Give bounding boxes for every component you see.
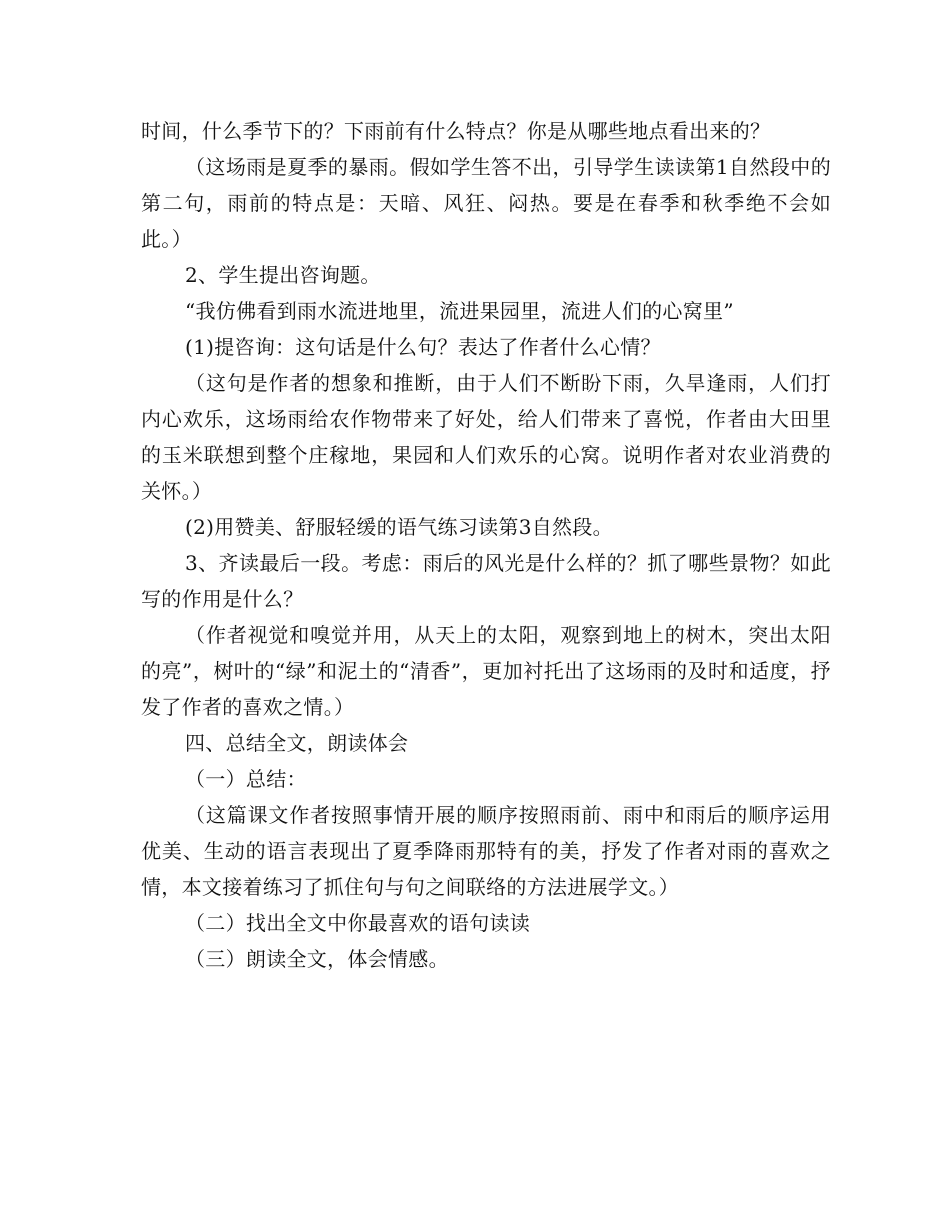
paragraph-question-1: (1)提咨询：这句话是什么句？表达了作者什么心情？ (185, 335, 661, 359)
paragraph-quote: “我仿佛看到雨水流进地里，流进果园里，流进人们的心窝里” (185, 299, 734, 323)
paragraph-summary: （这篇课文作者按照事情开展的顺序按照雨前、雨中和雨后的顺序运用优美、生动的语言表现出了夏季降雨那特有的美，抒发了作者对雨的喜欢之情，本文接着练习了抓住句与句之间联络的方法进展学文。） (141, 803, 831, 899)
paragraph-answer-season: （这场雨是夏季的暴雨。假如学生答不出，引导学生读读第1自然段中的第二句，雨前的特点是：天暗、风狂、闷热。要是在春季和秋季绝不会如此。） (141, 155, 831, 251)
paragraph-answer-1: （这句是作者的想象和推断，由于人们不断盼下雨，久旱逢雨，人们打内心欢乐，这场雨给农作物带来了好处，给人们带来了喜悦，作者由大田里的玉米联想到整个庄稼地，果园和人们欢乐的心窝。说明作者对农业消费的关怀。） (141, 371, 831, 503)
document-body (141, 113, 831, 977)
paragraph-answer-3: （作者视觉和嗅觉并用，从天上的太阳，观察到地上的树木，突出太阳的亮”，树叶的“绿”和泥土的“清香”，更加衬托出了这场雨的及时和适度，抒发了作者的喜欢之情。） (141, 623, 831, 719)
paragraph-continuation: 时间，什么季节下的？下雨前有什么特点？你是从哪些地点看出来的？ (141, 119, 771, 143)
subheading-favorite-sentences: （二）找出全文中你最喜欢的语句读读 (185, 911, 531, 935)
subheading-summary: （一）总结： (185, 767, 307, 791)
section-heading-summary: 四、总结全文，朗读体会 (185, 731, 409, 755)
paragraph-step-2: 2、学生提出咨询题。 (185, 263, 381, 287)
paragraph-step-3: 3、齐读最后一段。考虑：雨后的风光是什么样的？抓了哪些景物？如此写的作用是什么？ (141, 551, 831, 611)
paragraph-question-2: (2)用赞美、舒服轻缓的语气练习读第3自然段。 (185, 515, 613, 539)
subheading-read-aloud: （三）朗读全文，体会情感。 (185, 947, 449, 971)
